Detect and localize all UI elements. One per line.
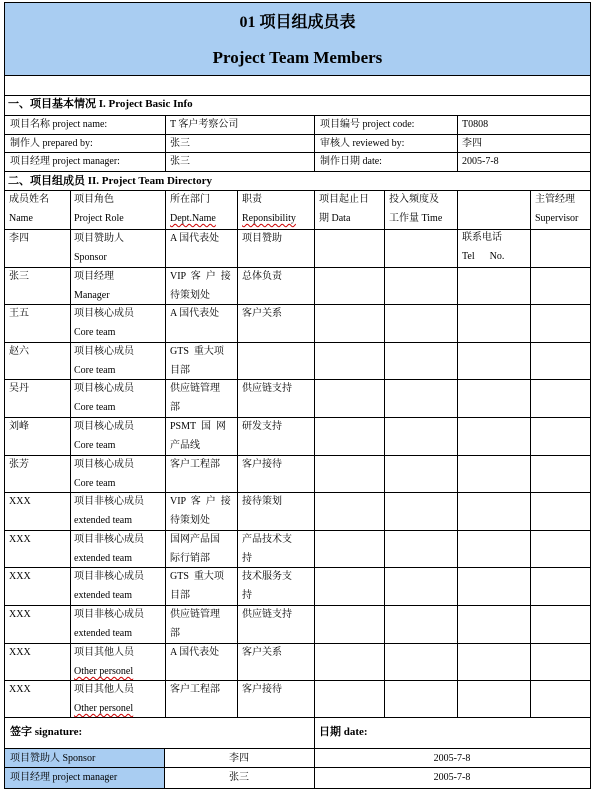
cell-resp: 客户关系 [242, 647, 282, 658]
label-prepared-by: 制作人 prepared by: [10, 138, 93, 149]
cell-resp: 项目赞助 [242, 233, 282, 244]
cell-name: XXX [9, 647, 31, 658]
divider [4, 134, 591, 135]
divider [384, 190, 385, 717]
section-team-directory: 二、项目组成员 II. Project Team Directory [8, 175, 212, 187]
divider [4, 75, 591, 76]
cell-name: 张三 [9, 271, 29, 282]
divider [457, 190, 458, 717]
divider [165, 115, 166, 171]
cell-resp: 产品技术支 持 [242, 534, 292, 564]
cell-role: 项目核心成员 Core team [74, 459, 134, 489]
cell-dept: VIP 客 户 接 待策划处 [170, 496, 231, 526]
cell-name: XXX [9, 571, 31, 582]
sponsor-role: 项目赞助人 Sponsor [10, 753, 96, 764]
cell-dept: GTS 重大项 目部 [170, 346, 224, 376]
divider [237, 190, 238, 717]
cell-dept: A 国代表处 [170, 233, 220, 244]
cell-name: 吴丹 [9, 383, 29, 394]
label-date: 制作日期 date: [320, 156, 382, 167]
label-project-manager: 项目经理 project manager: [10, 156, 120, 167]
cell-dept: PSMT 国 网 产品线 [170, 421, 226, 451]
cell-dept: 国网产品国 际行销部 [170, 534, 220, 564]
cell-role: 项目核心成员 Core team [74, 421, 134, 451]
cell-role: 项目非核心成员 extended team [74, 571, 144, 601]
col-header-name: 成员姓名 Name [9, 194, 49, 224]
cell-resp: 客户关系 [242, 308, 282, 319]
cell-resp: 客户接待 [242, 684, 282, 695]
cell-role: 项目核心成员 Core team [74, 383, 134, 413]
divider [530, 190, 531, 717]
value-project-code: T0808 [462, 119, 489, 130]
signature-date-label: 日期 date: [319, 726, 368, 738]
cell-name: 李四 [9, 233, 29, 244]
divider [314, 717, 315, 748]
cell-role: 项目其他人员 Other personel [74, 647, 134, 677]
cell-name: 张芳 [9, 459, 29, 470]
title-banner [5, 3, 590, 75]
cell-name: 刘峰 [9, 421, 29, 432]
cell-role: 项目经理 Manager [74, 271, 114, 301]
page-title-en: Project Team Members [212, 48, 383, 67]
manager-date: 2005-7-8 [433, 772, 471, 783]
value-date: 2005-7-8 [462, 156, 499, 167]
cell-name: XXX [9, 609, 31, 620]
col-header-tel: 联系电话 Tel No. [462, 232, 505, 262]
sponsor-date: 2005-7-8 [433, 753, 471, 764]
manager-name: 张三 [229, 772, 249, 783]
col-header-role: 项目角色 Project Role [74, 194, 124, 224]
cell-name: XXX [9, 496, 31, 507]
col-header-responsibility: 职责 Reponsibility [242, 194, 296, 224]
cell-dept: 客户工程部 [170, 459, 220, 470]
label-reviewed-by: 审核人 reviewed by: [320, 138, 405, 149]
cell-role: 项目赞助人 Sponsor [74, 233, 124, 263]
cell-resp: 技术服务支 持 [242, 571, 292, 601]
cell-name: 赵六 [9, 346, 29, 357]
cell-resp: 接待策划 [242, 496, 282, 507]
cell-role: 项目非核心成员 extended team [74, 496, 144, 526]
value-project-name: T 客户考察公司 [170, 119, 239, 130]
page-title-cn: 01 项目组成员表 [239, 14, 356, 31]
cell-role: 项目非核心成员 extended team [74, 609, 144, 639]
divider [457, 115, 458, 171]
cell-resp: 客户接待 [242, 459, 282, 470]
cell-resp: 总体负责 [242, 271, 282, 282]
divider [4, 115, 591, 116]
sponsor-name: 李四 [229, 753, 249, 764]
divider [70, 190, 71, 717]
col-header-time: 投入频度及 工作量 Time [389, 194, 443, 224]
cell-dept: VIP 客 户 接 待策划处 [170, 271, 231, 301]
cell-dept: 客户工程部 [170, 684, 220, 695]
cell-name: XXX [9, 684, 31, 695]
section-basic-info: 一、项目基本情况 I. Project Basic Info [8, 98, 193, 110]
cell-dept: 供应链管理 部 [170, 383, 220, 413]
value-prepared-by: 张三 [170, 138, 190, 149]
cell-resp: 供应链支持 [242, 383, 292, 394]
label-project-name: 项目名称 project name: [10, 119, 108, 130]
col-header-period: 项目起止日 期 Data [319, 194, 369, 224]
cell-resp: 供应链支持 [242, 609, 292, 620]
divider [4, 171, 591, 172]
col-header-supervisor: 主管经理 Supervisor [535, 194, 579, 224]
manager-role: 项目经理 project manager [10, 772, 118, 783]
cell-dept: GTS 重大项 目部 [170, 571, 224, 601]
cell-role: 项目其他人员 Other personel [74, 684, 134, 714]
divider [314, 115, 315, 171]
signature-label: 签字 signature: [10, 726, 83, 738]
cell-role: 项目核心成员 Core team [74, 308, 134, 338]
label-project-code: 项目编号 project code: [320, 119, 415, 130]
value-reviewed-by: 李四 [462, 138, 482, 149]
cell-dept: A 国代表处 [170, 647, 220, 658]
divider [314, 190, 315, 717]
cell-role: 项目核心成员 Core team [74, 346, 134, 376]
cell-dept: 供应链管理 部 [170, 609, 220, 639]
divider [4, 95, 591, 96]
value-project-manager: 张三 [170, 156, 190, 167]
divider [165, 190, 166, 717]
divider [4, 152, 591, 153]
cell-resp: 研发支持 [242, 421, 282, 432]
cell-role: 项目非核心成员 extended team [74, 534, 144, 564]
cell-name: XXX [9, 534, 31, 545]
cell-dept: A 国代表处 [170, 308, 220, 319]
cell-name: 王五 [9, 308, 29, 319]
col-header-dept: 所在部门 Dept.Name [170, 194, 216, 224]
